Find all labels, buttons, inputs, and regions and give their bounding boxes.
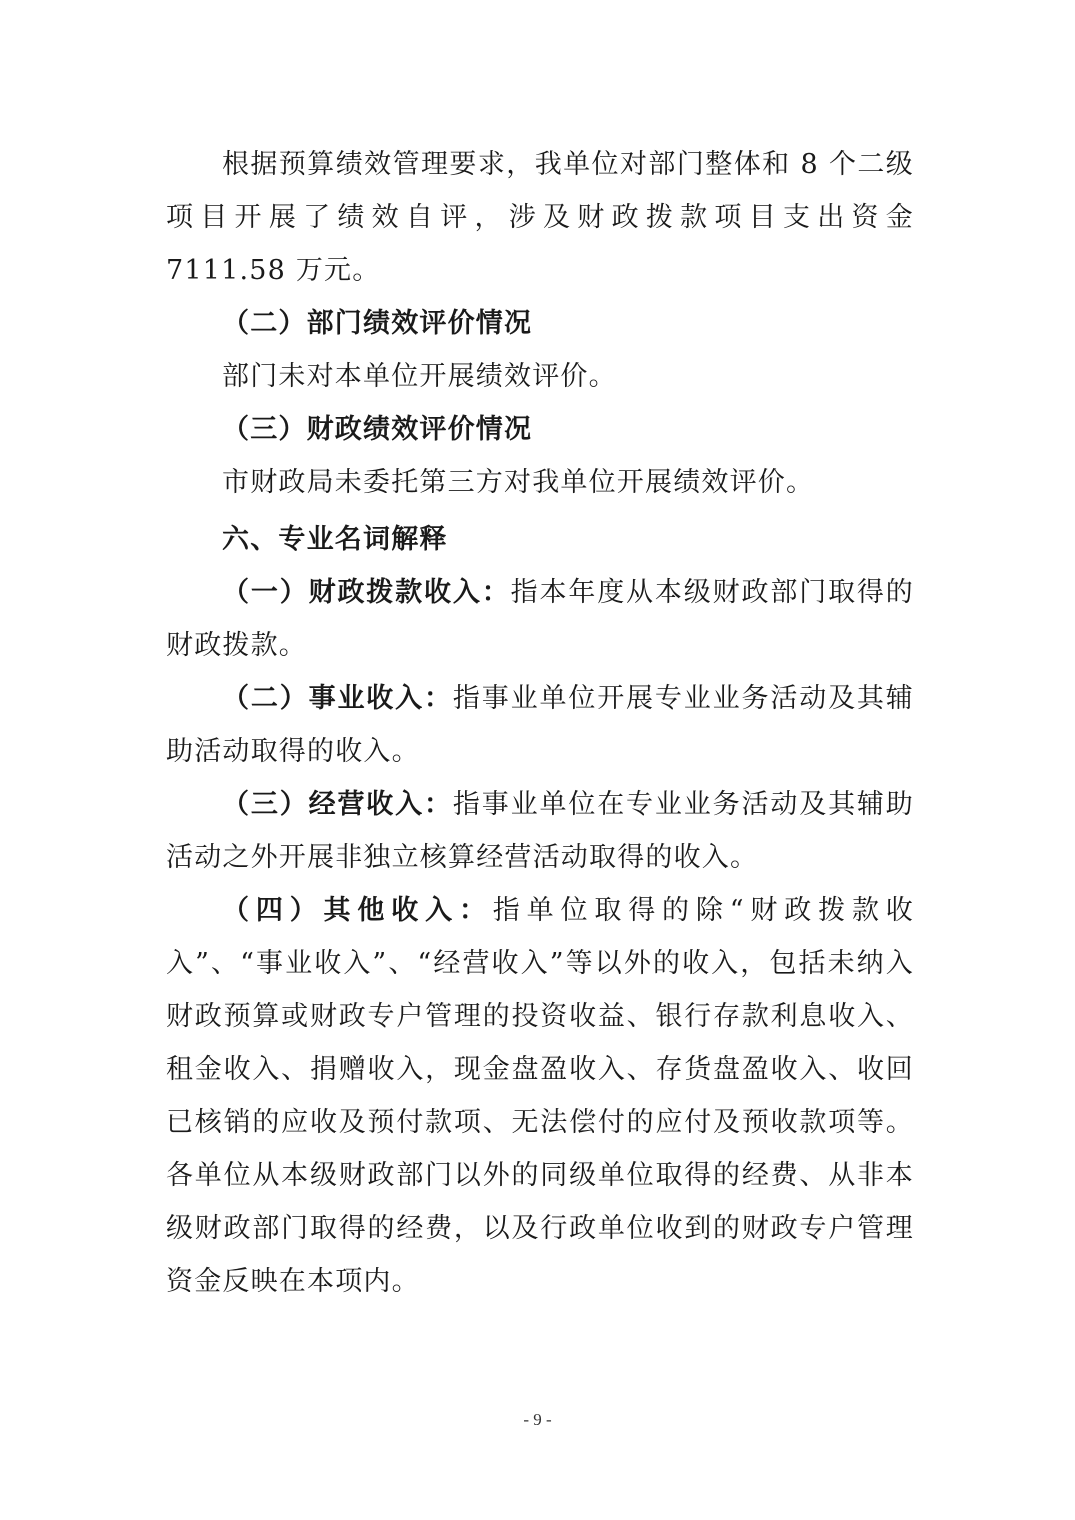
section-3-text: 市财政局未委托第三方对我单位开展绩效评价。 <box>222 467 815 498</box>
section-2-heading: （二）部门绩效评价情况 <box>222 308 533 339</box>
section-3-heading: （三）财政绩效评价情况 <box>222 414 533 445</box>
term-label-1: （一）财政拨款收入： <box>222 577 511 608</box>
term-paragraph-1 <box>166 566 914 672</box>
chapter-6-heading: 六、专业名词解释 <box>222 524 448 555</box>
term-paragraph-2 <box>166 672 914 778</box>
intro-paragraph: 根据预算绩效管理要求，我单位对部门整体和 8 个二级项目开展了绩效自评，涉及财政拨款项目支出资金 7111.58 万元。 <box>166 149 914 286</box>
term-label-2: （二）事业收入： <box>222 683 453 714</box>
term-paragraph-4 <box>166 884 914 1308</box>
term-paragraph-3 <box>166 778 914 884</box>
term-definition-3: 指事业单位在专业业务活动及其辅助活动之外开展非独立核算经营活动取得的收入。 <box>166 789 914 873</box>
term-label-4: （四）其他收入： <box>222 895 493 926</box>
section-2-text: 部门未对本单位开展绩效评价。 <box>222 361 617 392</box>
page-number: - 9 - <box>523 1410 552 1429</box>
term-label-3: （三）经营收入： <box>222 789 453 820</box>
term-definition-4: 指单位取得的除“财政拨款收入”、“事业收入”、“经营收入”等以外的收入，包括未纳入财政预算或财政专户管理的投资收益、银行存款利息收入、租金收入、捐赠收入，现金盘盈收入、存货盘盈收入、收回已核销的应收及预付款项、无法偿付的应付及预收款项等。各单位从本级财政部门以外的同级单位取得的经费、从非本级财政部门取得的经费，以及行政单位收到的财政专户管理资金反映在本项内。 <box>166 895 914 1297</box>
term-definition-2: 指事业单位开展专业业务活动及其辅助活动取得的收入。 <box>166 683 914 767</box>
document-body <box>166 138 914 1308</box>
term-definition-1: 指本年度从本级财政部门取得的财政拨款。 <box>166 577 914 661</box>
